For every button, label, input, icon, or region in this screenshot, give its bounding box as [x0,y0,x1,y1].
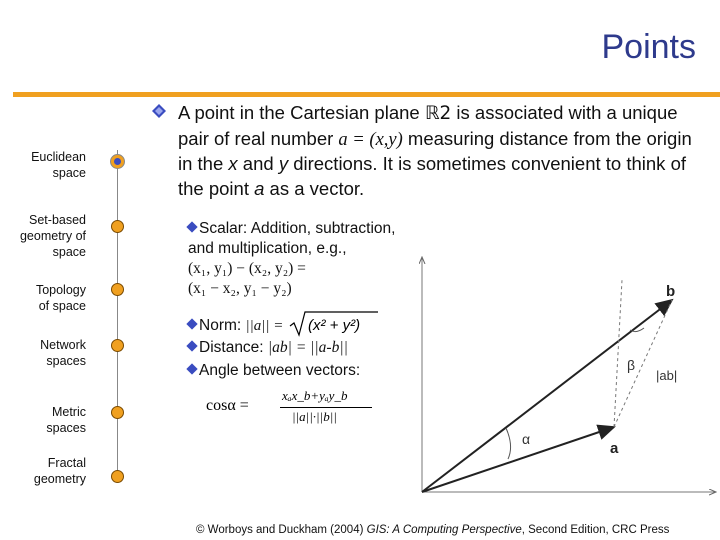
nav-label-set-based[interactable]: Set-based geometry of space [19,213,86,259]
bullet-dot-icon [186,363,197,374]
nav-label-euclidean[interactable]: Euclidean space [31,150,86,180]
diamond-bullet-icon [152,104,166,118]
vector-b [422,300,672,492]
intro-paragraph: A point in the Cartesian plane ℝ2 is associated with a unique pair of real number a = (x,y) measuring distance from the origin in the x and y directions. It is sometimes convenient to think of the point a as a vector. [178,102,692,199]
nav-label-metric[interactable]: Metric spaces [46,405,86,435]
label-beta: β [627,357,636,373]
label-a: a [610,440,619,457]
scalar-bullet: Scalar: Addition, subtraction, and multiplication, e.g., (x₁, y₁) − (x₂, y₂) = (x₁ − x₂, y₁ − y₂) [188,220,396,297]
vector-a [422,427,614,492]
timeline-line [117,150,118,480]
label-ab: |ab| [656,368,678,383]
svg-text:(x² + y²): (x² + y²) [307,317,360,334]
vector-diagram [410,250,720,500]
angle-bullet: Angle between vectors: [188,361,428,381]
bullet-dot-icon [186,340,197,351]
norm-bullet: Norm: ||a|| = (x² + y²) [188,312,428,340]
distance-bullet: Distance: |ab| = ||a-b|| [188,338,428,358]
nav-node-set-based[interactable] [111,220,124,233]
cosine-formula: cosα = xₐx_b+yₐy_b ||a||·||b|| [206,388,376,428]
nav-node-fractal[interactable] [111,470,124,483]
nav-node-euclidean[interactable] [111,155,124,168]
label-b: b [666,283,676,300]
label-alpha: α [522,431,531,447]
bullet-dot-icon [186,318,197,329]
nav-node-metric[interactable] [111,406,124,419]
nav-label-network[interactable]: Network spaces [40,338,86,368]
nav-label-fractal[interactable]: Fractal geometry [33,456,86,486]
nav-node-topology[interactable] [111,283,124,296]
accent-rule [13,92,720,97]
ab-segment [614,300,672,427]
slide-title: Points [601,28,696,66]
bullet-dot-icon [186,221,197,232]
nav-node-network[interactable] [111,339,124,352]
helper-line-a [614,280,622,427]
nav-label-topology[interactable]: Topology of space [35,283,86,313]
credit-footer: © Worboys and Duckham (2004) GIS: A Computing Perspective, Second Edition, CRC Press [196,524,670,536]
alpha-arc [506,428,511,459]
norm-sqrt-formula [288,310,380,338]
